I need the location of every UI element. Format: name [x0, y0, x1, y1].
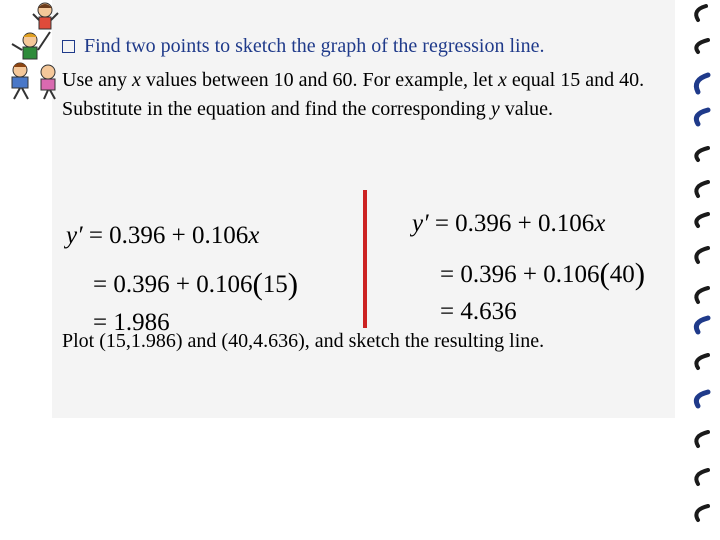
plot-instruction: Plot (15,1.986) and (40,4.636), and sketch the resulting line. [62, 330, 545, 352]
body-text-2: values between 10 and 60. For example, let [140, 69, 498, 91]
body-text-3: equal 15 and 40. Substitute in the equation and find the corresponding [62, 69, 645, 120]
paren-close: ) [634, 256, 646, 291]
y-prime-symbol: y′ [66, 222, 83, 249]
equation-text: = 0.396 + 0.106 [88, 222, 249, 249]
spiral-binding-icon [688, 0, 720, 540]
left-equation-line-1 [66, 222, 259, 250]
body-text-4: value. [499, 98, 554, 120]
column-divider [363, 190, 367, 328]
x-variable: x [594, 210, 606, 237]
right-equation-line-1 [412, 210, 605, 238]
paren-open: ( [599, 256, 610, 291]
x-variable: x [131, 69, 141, 91]
left-equation-line-2 [93, 264, 298, 300]
x-variable: x [498, 69, 507, 91]
heading-text: Find two points to sketch the graph of the regression line. [84, 35, 545, 57]
body-text-1: Use any [62, 69, 132, 91]
result-value: = 1.986 [93, 309, 170, 336]
paren-close: ) [287, 266, 299, 301]
children-tower-clipart-icon [0, 0, 70, 100]
x-value: 15 [262, 271, 288, 298]
equation-text: = 0.396 + 0.106 [440, 261, 600, 288]
x-value: 40 [609, 261, 635, 288]
equation-text: = 0.396 + 0.106 [434, 210, 595, 237]
result-value: = 4.636 [440, 298, 517, 325]
x-variable: x [248, 222, 260, 249]
y-prime-symbol: y′ [412, 210, 429, 237]
equation-text: = 0.396 + 0.106 [93, 271, 253, 298]
right-equation-result [440, 298, 517, 326]
instruction-paragraph [62, 66, 662, 124]
right-equation-line-2 [440, 254, 645, 290]
slide-heading [62, 34, 672, 58]
y-variable: y [490, 98, 500, 120]
paren-open: ( [252, 266, 263, 301]
checkbox-bullet-icon [62, 40, 75, 53]
